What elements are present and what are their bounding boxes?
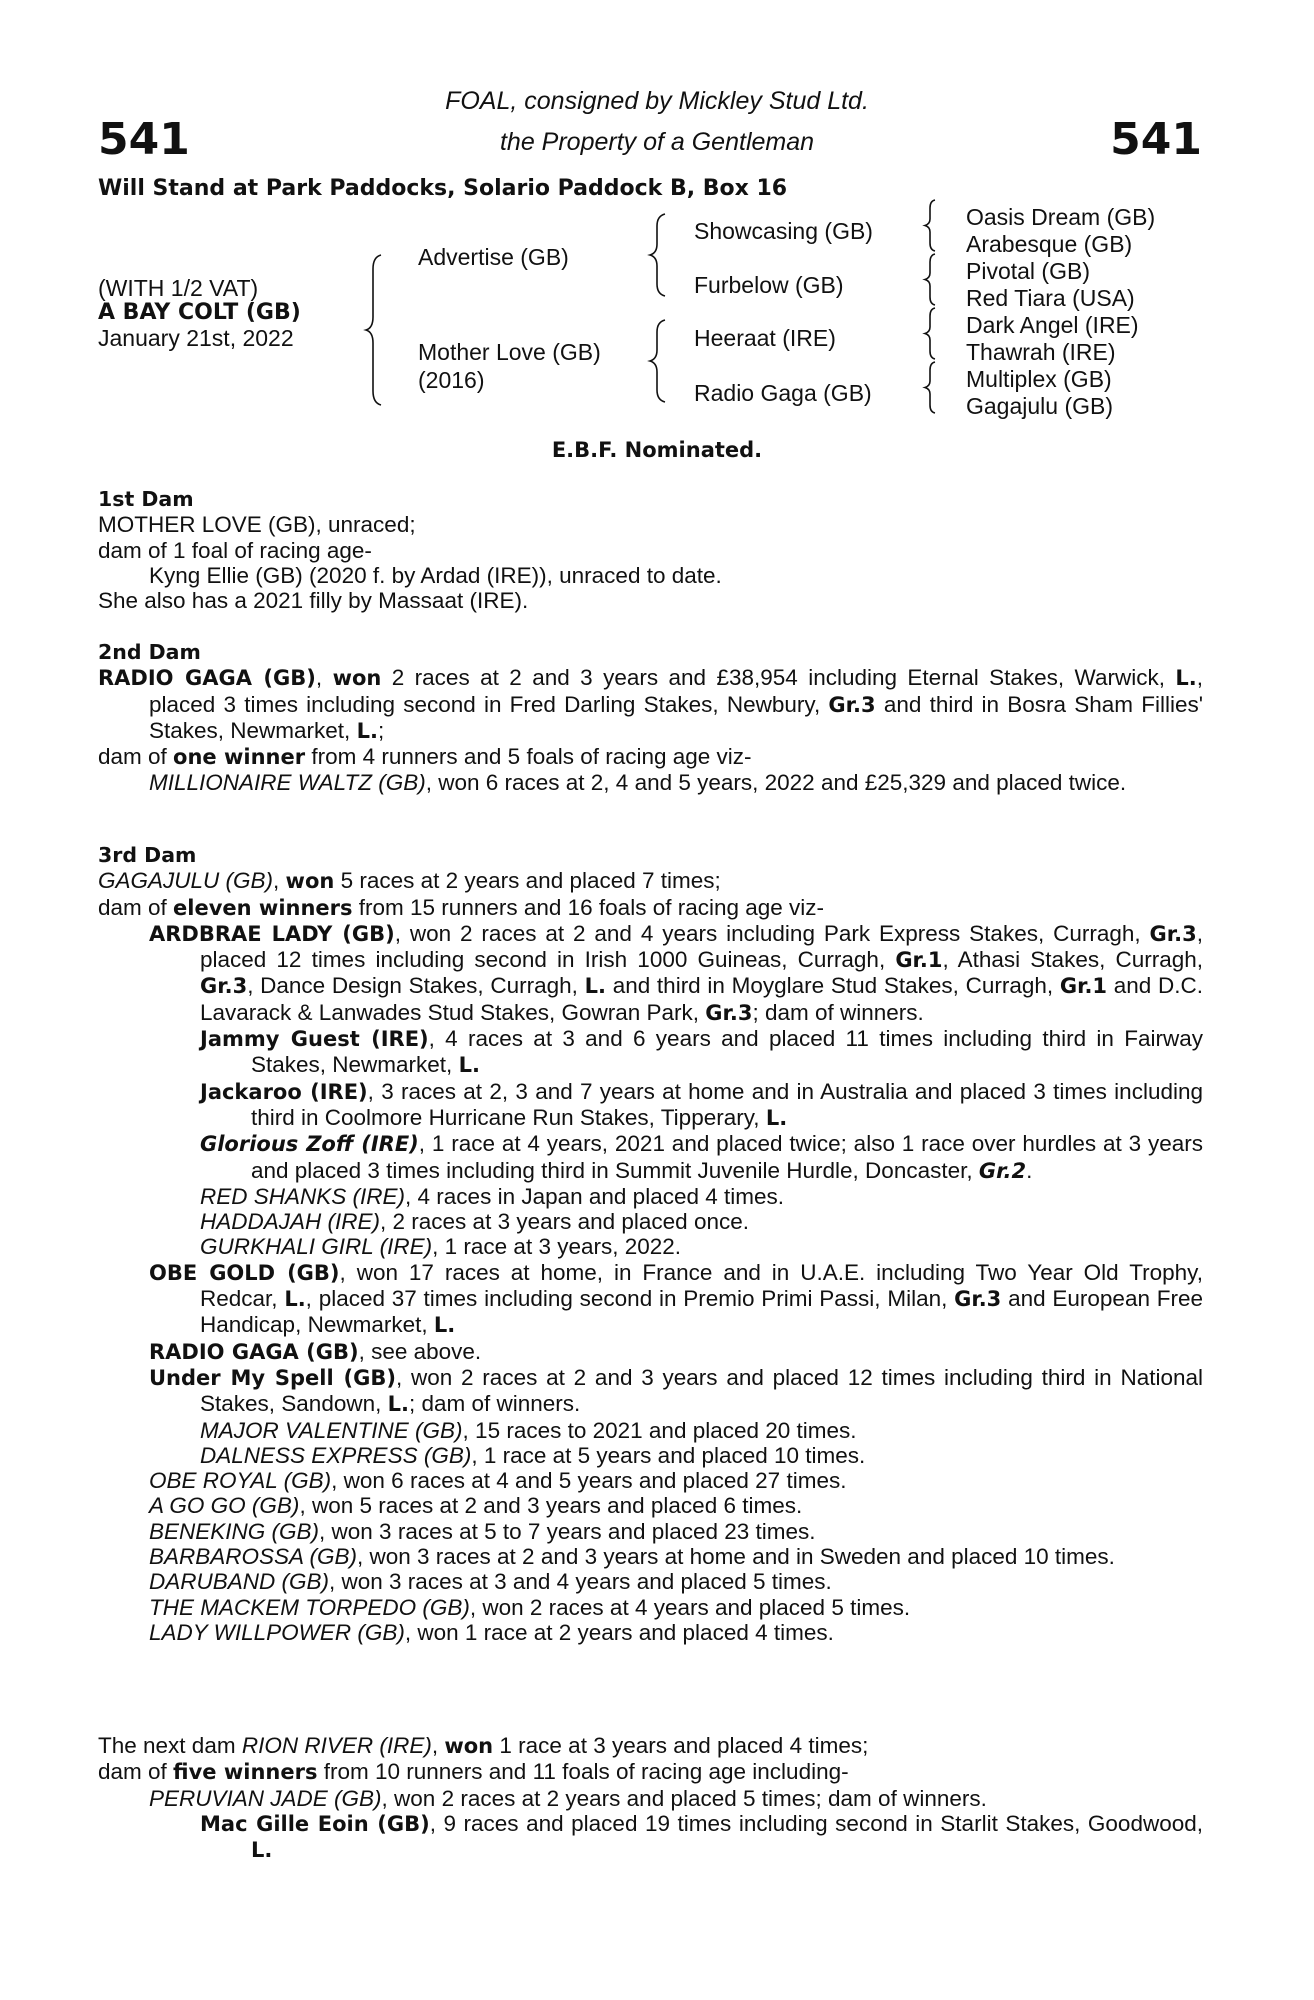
third-dam-produce-summary: dam of eleven winners from 15 runners and 16 foals of racing age viz-: [98, 894, 825, 920]
second-dam-section: [98, 640, 1203, 796]
produce-under-my-spell: Under My Spell (GB), won 2 races at 2 and 3 years and placed 12 times including third in National Stakes, Sandown, L.; dam of winners.: [149, 1364, 1203, 1417]
produce-daruband: DARUBAND (GB), won 3 races at 3 and 4 years and placed 5 times.: [149, 1569, 832, 1595]
foaling-date: January 21st, 2022: [98, 325, 294, 351]
horse-name: A BAY COLT (GB): [98, 300, 301, 325]
produce-glorious-zoff: Glorious Zoff (IRE), 1 race at 4 years, 2021 and placed twice; also 1 race over hurdles at 3 years and placed 3 times including third in Summit Juvenile Hurdle, Doncaster, Gr.2.: [200, 1131, 1204, 1183]
pedigree-gen3-5: Dark Angel (IRE): [966, 312, 1139, 338]
horse-name: RADIO GAGA (GB): [98, 666, 316, 691]
produce-barbarossa: BARBAROSSA (GB), won 3 races at 2 and 3 years at home and in Sweden and placed 10 times.: [149, 1544, 1115, 1570]
produce-mac-gille-eoin: Mac Gille Eoin (GB), 9 races and placed 19 times including second in Starlit Stakes, Goodwood, L.: [200, 1810, 1203, 1863]
pedigree-gen3-6: Thawrah (IRE): [966, 339, 1116, 365]
produce-peruvian-jade: PERUVIAN JADE (GB), won 2 races at 2 years and placed 5 times; dam of winners.: [149, 1785, 987, 1811]
next-dam-produce-summary: dam of five winners from 10 runners and 11 foals of racing age including-: [98, 1759, 849, 1785]
produce-obe-gold: OBE GOLD (GB), won 17 races at home, in France and in U.A.E. including Two Year Old Trophy, Redcar, L., placed 37 times including second in Premio Primi Passi, Milan, Gr.3 and European Free Handicap, Newmarket, L.: [149, 1259, 1203, 1338]
pedigree-brace-main: [368, 255, 388, 405]
pedigree-brace-g3: [925, 308, 941, 359]
produce-mackem-torpedo: THE MACKEM TORPEDO (GB), won 2 races at 4 years and placed 5 times.: [149, 1594, 911, 1620]
first-dam-produce: Kyng Ellie (GB) (2020 f. by Ardad (IRE)), unraced to date.: [149, 562, 722, 588]
produce-jackaroo: Jackaroo (IRE), 3 races at 2, 3 and 7 years at home and in Australia and placed 3 times including third in Coolmore Hurricane Run Stakes, Tipperary, L.: [200, 1078, 1203, 1130]
first-dam-line-1: MOTHER LOVE (GB), unraced;: [98, 512, 416, 538]
pedigree-gen3-4: Red Tiara (USA): [966, 285, 1135, 311]
second-dam-heading: 2nd Dam: [98, 640, 201, 664]
pedigree-brace-g4: [925, 362, 941, 413]
second-dam-produce-1: MILLIONAIRE WALTZ (GB), won 6 races at 2, 4 and 5 years, 2022 and £25,329 and placed twice.: [149, 770, 1127, 796]
next-dam-record: The next dam RION RIVER (IRE), won 1 race at 3 years and placed 4 times;: [98, 1733, 869, 1758]
pedigree-brace-sire: [652, 214, 672, 296]
produce-beneking: BENEKING (GB), won 3 races at 5 to 7 years and placed 23 times.: [149, 1518, 816, 1544]
first-dam-section: [98, 487, 1203, 613]
pedigree-dam-dam: Radio Gaga (GB): [694, 380, 872, 406]
produce-gurkhali-girl: GURKHALI GIRL (IRE), 1 race at 3 years, 2022.: [200, 1234, 682, 1260]
ebf-nomination: E.B.F. Nominated.: [551, 438, 763, 462]
pedigree-gen3-7: Multiplex (GB): [966, 366, 1112, 392]
stabling-location: Will Stand at Park Paddocks, Solario Paddock B, Box 16: [98, 176, 788, 201]
pedigree-sire-sire: Showcasing (GB): [694, 218, 873, 244]
pedigree-brace-g2: [925, 254, 941, 305]
produce-radio-gaga: RADIO GAGA (GB), see above.: [149, 1338, 482, 1364]
third-dam-section: [98, 843, 1203, 1645]
produce-red-shanks: RED SHANKS (IRE), 4 races in Japan and placed 4 times.: [200, 1183, 785, 1209]
pedigree-dam-year: (2016): [418, 367, 485, 393]
first-dam-line-4: She also has a 2021 filly by Massaat (IRE).: [98, 588, 529, 614]
vat-note: (WITH 1/2 VAT): [98, 275, 259, 301]
first-dam-line-2: dam of 1 foal of racing age-: [98, 537, 372, 563]
pedigree-brace-g1: [925, 200, 941, 251]
first-dam-heading: 1st Dam: [98, 487, 194, 511]
pedigree-sire-dam: Furbelow (GB): [694, 272, 844, 298]
consignor-line-1: FOAL, consigned by Mickley Stud Ltd.: [445, 87, 869, 115]
pedigree-brace-dam: [652, 320, 672, 402]
produce-jammy-guest: Jammy Guest (IRE), 4 races at 3 and 6 years and placed 11 times including third in Fairway Stakes, Newmarket, L.: [200, 1026, 1203, 1078]
produce-ardbrae-lady: ARDBRAE LADY (GB), won 2 races at 2 and 4 years including Park Express Stakes, Curragh, Gr.3, placed 12 times including second in Irish 1000 Guineas, Curragh, Gr.1, Athasi Stakes, Curragh, Gr.3, Dance Design Stakes, Curragh, L. and third in Moyglare Stud Stakes, Curragh, Gr.1 and D.C. Lavarack & Lanwades Stud Stakes, Gowran Park, Gr.3; dam of winners.: [149, 920, 1204, 1025]
produce-dalness-express: DALNESS EXPRESS (GB), 1 race at 5 years and placed 10 times.: [200, 1442, 866, 1468]
lot-number-right: 541: [1110, 114, 1202, 165]
third-dam-heading: 3rd Dam: [98, 843, 197, 867]
pedigree-sire: Advertise (GB): [418, 244, 569, 270]
second-dam-produce-summary: dam of one winner from 4 runners and 5 foals of racing age viz-: [98, 744, 752, 770]
won-label: won: [332, 666, 382, 691]
pedigree-gen3-1: Oasis Dream (GB): [966, 204, 1156, 230]
second-dam-record: RADIO GAGA (GB), won 2 races at 2 and 3 years and £38,954 including Eternal Stakes, Warwick, L., placed 3 times including second in Fred Darling Stakes, Newbury, Gr.3 and third in Bosra Sham Fillies' Stakes, Newmarket, L.;: [98, 665, 1204, 743]
pedigree-dam: Mother Love (GB): [418, 339, 601, 365]
produce-obe-royal: OBE ROYAL (GB), won 6 races at 4 and 5 years and placed 27 times.: [149, 1468, 847, 1494]
third-dam-record: GAGAJULU (GB), won 5 races at 2 years and placed 7 times;: [98, 868, 721, 894]
consignor-line-2: the Property of a Gentleman: [499, 128, 815, 156]
pedigree-gen3-2: Arabesque (GB): [966, 231, 1133, 257]
pedigree-dam-sire: Heeraat (IRE): [694, 325, 836, 351]
lot-number-left: 541: [98, 114, 190, 165]
pedigree-gen3-3: Pivotal (GB): [966, 258, 1090, 284]
produce-haddajah: HADDAJAH (IRE), 2 races at 3 years and placed once.: [200, 1209, 749, 1235]
pedigree-gen3-8: Gagajulu (GB): [966, 393, 1114, 419]
next-dam-section: [98, 1733, 1203, 1863]
produce-a-go-go: A GO GO (GB), won 5 races at 2 and 3 years and placed 6 times.: [149, 1493, 803, 1519]
produce-major-valentine: MAJOR VALENTINE (GB), 15 races to 2021 and placed 20 times.: [200, 1417, 857, 1443]
produce-lady-willpower: LADY WILLPOWER (GB), won 1 race at 2 years and placed 4 times.: [149, 1619, 834, 1645]
